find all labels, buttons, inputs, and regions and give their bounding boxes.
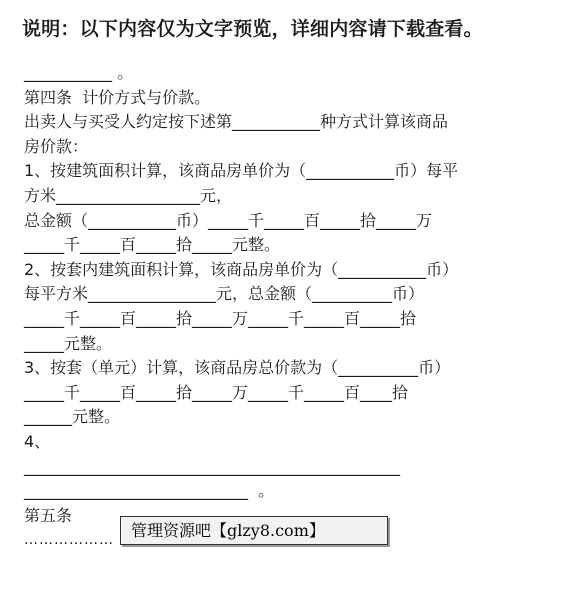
text-line: 每平方米________________元，总金额（__________币）	[24, 284, 425, 304]
text-line: _____千_____百_____拾_____万_____千_____百____拾	[24, 382, 409, 402]
text-line: ______元整。	[24, 407, 121, 427]
text-line: 1、按建筑面积计算，该商品房单价为（___________币）每平	[24, 161, 459, 181]
watermark-banner: 管理资源吧【glzy8.com】	[120, 516, 388, 545]
text-line: _______________________________________________	[24, 456, 400, 476]
ellipsis-dots: ………………	[24, 532, 114, 548]
text-line: 出卖人与买受人约定按下述第___________种方式计算该商品	[24, 112, 449, 132]
text-line: 房价款：	[24, 136, 89, 156]
contract-text	[24, 61, 556, 528]
text-line: 方米__________________元，	[24, 185, 233, 205]
text-line: ___________ 。	[24, 63, 134, 82]
preview-notice: 说明：以下内容仅为文字预览，详细内容请下载查看。	[22, 18, 483, 40]
text-line: _____千_____百_____拾_____万_____千_____百_____拾	[24, 308, 417, 328]
text-line: 3、按套（单元）计算，该商品房总价款为（__________币）	[24, 358, 451, 378]
article-5-heading: 第五条	[24, 505, 73, 525]
text-line: ____________________________ 。	[24, 481, 275, 501]
article-4-heading: 第四条 计价方式与价款。	[24, 87, 211, 107]
text-line: _____千_____百_____拾_____元整。	[24, 235, 281, 255]
text-line: _____元整。	[24, 333, 113, 353]
text-line: 4、	[24, 431, 51, 451]
text-line: 总金额（___________币）_____千_____百_____拾_____万	[24, 210, 433, 230]
text-line: 2、按套内建筑面积计算，该商品房单价为（___________币）	[24, 259, 459, 279]
